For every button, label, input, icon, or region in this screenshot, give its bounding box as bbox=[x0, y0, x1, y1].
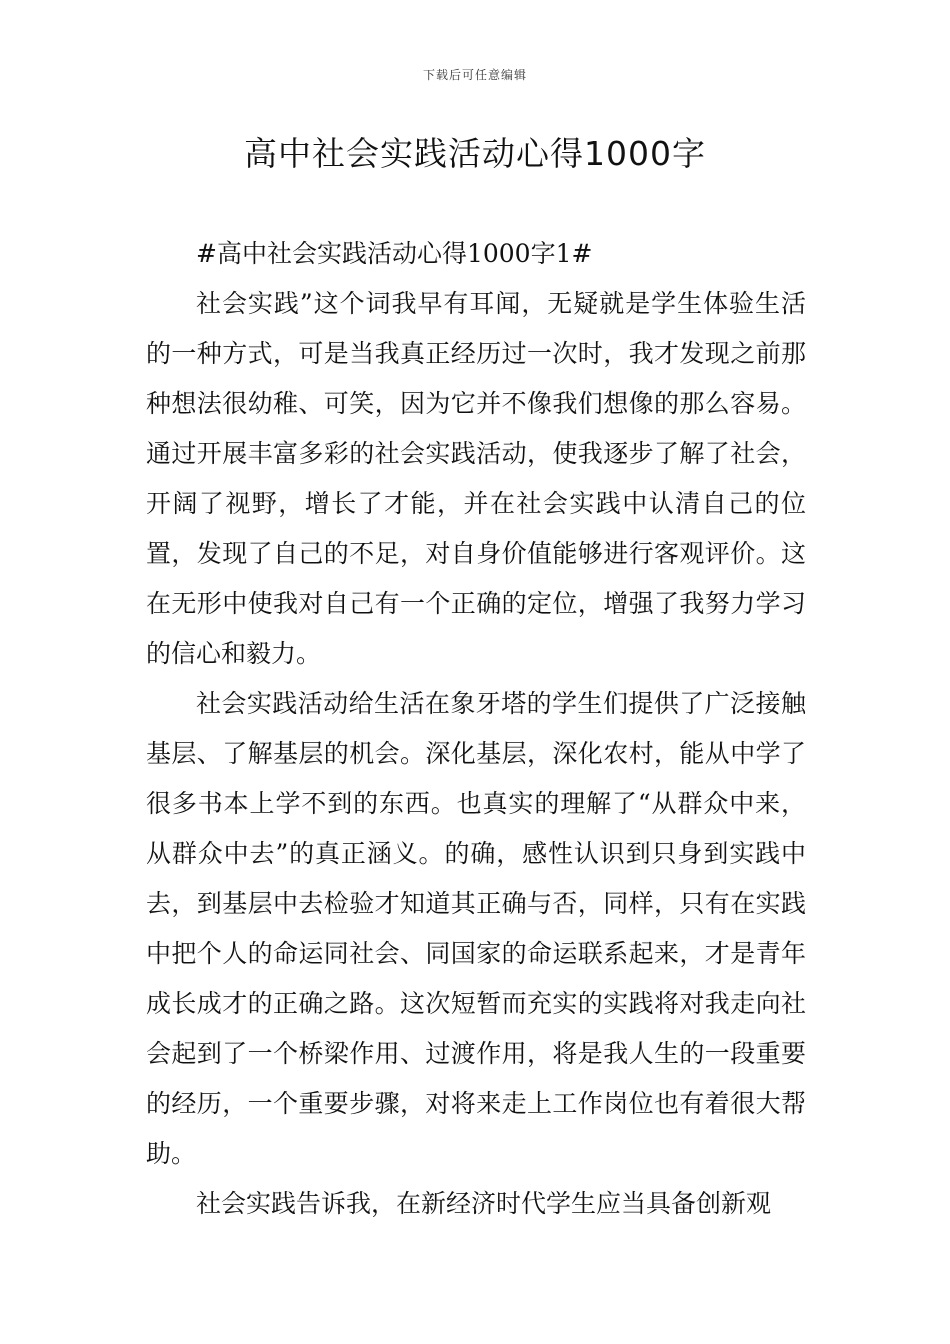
section-heading: #高中社会实践活动心得1000字1# bbox=[196, 239, 593, 268]
paragraph-2: 社会实践活动给生活在象牙塔的学生们提供了广泛接触基层、了解基层的机会。深化基层，深化农村，能从中学了很多书本上学不到的东西。也真实的理解了“从群众中来，从群众中去”的真正涵义。的确，感性认识到只身到实践中去，到基层中去检验才知道其正确与否，同样，只有在实践中把个人的命运同社会、同国家的命运联系起来，才是青年成长成才的正确之路。这次短暂而充实的实践将对我走向社会起到了一个桥梁作用、过渡作用，将是我人生的一段重要的经历，一个重要步骤，对将来走上工作岗位也有着很大帮助。 bbox=[146, 689, 806, 1168]
document-body bbox=[146, 229, 806, 1229]
header-note: 下载后可任意编辑 bbox=[422, 68, 527, 82]
document-title: 高中社会实践活动心得1000字 bbox=[244, 134, 706, 173]
paragraph-3: 社会实践告诉我，在新经济时代学生应当具备创新观 bbox=[196, 1189, 772, 1218]
paragraph-1: 社会实践”这个词我早有耳闻，无疑就是学生体验生活的一种方式，可是当我真正经历过一次时，我才发现之前那种想法很幼稚、可笑，因为它并不像我们想像的那么容易。通过开展丰富多彩的社会实践活动，使我逐步了解了社会，开阔了视野，增长了才能，并在社会实践中认清自己的位置，发现了自己的不足，对自身价值能够进行客观评价。这在无形中使我对自己有一个正确的定位，增强了我努力学习的信心和毅力。 bbox=[146, 289, 806, 668]
